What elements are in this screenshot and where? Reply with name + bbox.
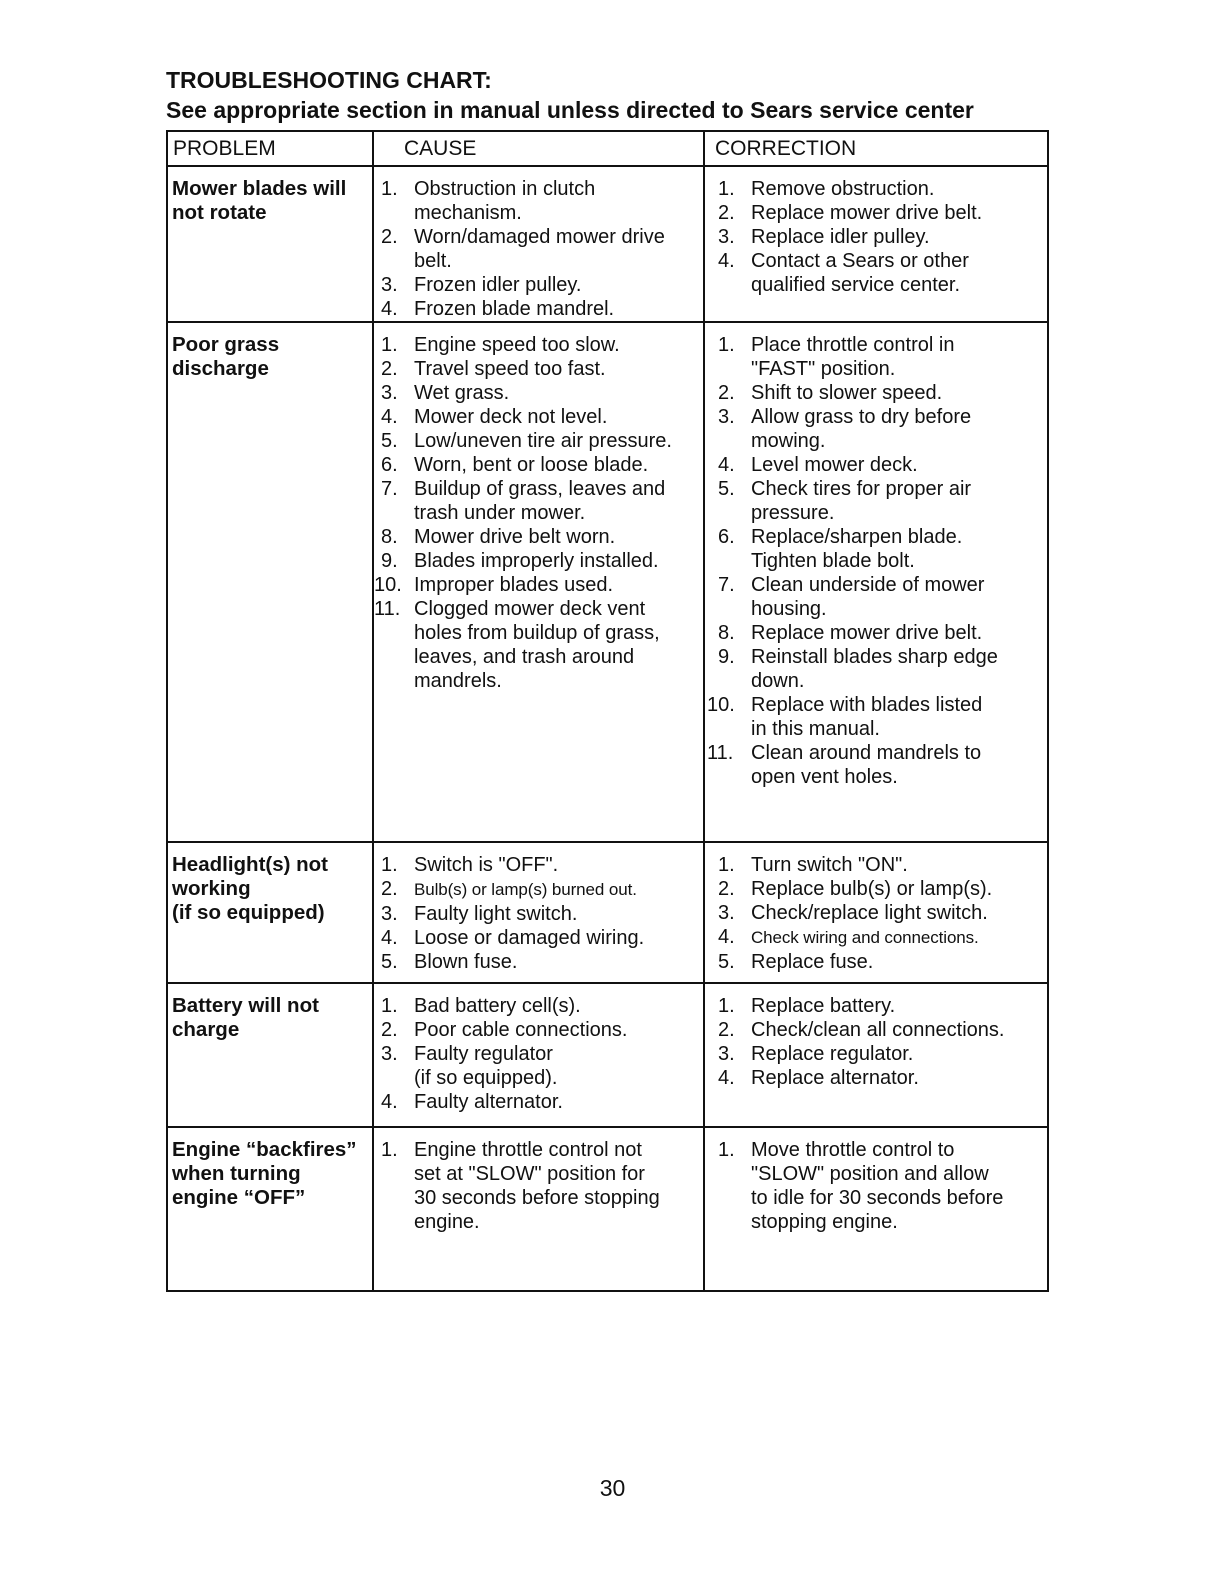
list-item: 11. Clogged mower deck vent holes from buildup of grass, leaves, and trash around mandrels. — [374, 598, 660, 692]
list-item: 6. Replace/sharpen blade. Tighten blade bolt. — [718, 526, 963, 572]
correction-cell — [704, 842, 1048, 983]
list-item: 3. Faulty regulator (if so equipped). — [381, 1043, 558, 1089]
list-item: 9. Blades improperly installed. — [381, 550, 659, 572]
list-item: 11. Clean around mandrels to open vent holes. — [707, 742, 982, 788]
correction-list — [705, 333, 1047, 789]
table-header-row — [167, 131, 1048, 166]
column-header-correction: CORRECTION — [704, 131, 1048, 166]
list-item: 3. Frozen idler pulley. — [381, 274, 582, 296]
troubleshooting-table — [166, 130, 1049, 1292]
problem-label: (if so equipped) — [172, 901, 325, 924]
list-item: 3. Replace regulator. — [718, 1043, 914, 1065]
problem-label: Battery will not — [172, 994, 319, 1017]
list-item: 1. Remove obstruction. — [718, 178, 935, 200]
correction-cell — [704, 166, 1048, 322]
list-item: 5. Replace fuse. — [718, 951, 874, 973]
cause-list — [374, 177, 703, 321]
problem-label: not rotate — [172, 201, 267, 224]
list-item: 1. Place throttle control in "FAST" position. — [718, 334, 955, 380]
problem-cell — [167, 842, 373, 983]
list-item: 2. Shift to slower speed. — [718, 382, 943, 404]
cause-cell — [373, 322, 704, 842]
list-item: 6. Worn, bent or loose blade. — [381, 454, 649, 476]
list-item: 1. Switch is "OFF". — [381, 854, 559, 876]
correction-cell — [704, 322, 1048, 842]
column-header-cause: CAUSE — [373, 131, 704, 166]
correction-list — [705, 853, 1047, 974]
cause-cell — [373, 1127, 704, 1291]
list-item: 3. Check/replace light switch. — [718, 902, 988, 924]
list-item: 4. Replace alternator. — [718, 1067, 919, 1089]
list-item: 1. Replace battery. — [718, 995, 896, 1017]
problem-label: charge — [172, 1018, 240, 1041]
list-item: 2. Bulb(s) or lamp(s) burned out. — [381, 878, 637, 900]
problem-label: Poor grass — [172, 333, 280, 356]
problem-cell — [167, 322, 373, 842]
table-row — [167, 1127, 1048, 1291]
correction-list — [705, 177, 1047, 297]
list-item: 1. Move throttle control to "SLOW" position and allow to idle for 30 seconds before stopping engine. — [718, 1139, 1004, 1233]
list-item: 7. Buildup of grass, leaves and trash under mower. — [381, 478, 666, 524]
page-subtitle: See appropriate section in manual unless directed to Sears service center — [166, 97, 974, 123]
table-row — [167, 166, 1048, 322]
problem-cell — [167, 983, 373, 1127]
list-item: 5. Check tires for proper air pressure. — [718, 478, 972, 524]
list-item: 2. Worn/damaged mower drive belt. — [381, 226, 665, 272]
cause-cell — [373, 983, 704, 1127]
cause-cell — [373, 842, 704, 983]
problem-cell — [167, 1127, 373, 1291]
correction-list — [705, 1138, 1047, 1234]
list-item: 2. Poor cable connections. — [381, 1019, 628, 1041]
list-item: 2. Replace mower drive belt. — [718, 202, 983, 224]
list-item: 3. Faulty light switch. — [381, 903, 578, 925]
list-item: 3. Wet grass. — [381, 382, 510, 404]
list-item: 4. Contact a Sears or other qualified service center. — [718, 250, 969, 296]
list-item: 9. Reinstall blades sharp edge down. — [718, 646, 998, 692]
correction-cell — [704, 983, 1048, 1127]
list-item: 1. Engine throttle control not set at "SLOW" position for 30 seconds before stopping engine. — [381, 1139, 660, 1233]
list-item: 2. Travel speed too fast. — [381, 358, 606, 380]
list-item: 4. Mower deck not level. — [381, 406, 608, 428]
list-item: 4. Level mower deck. — [718, 454, 918, 476]
list-item: 2. Check/clean all connections. — [718, 1019, 1005, 1041]
problem-label: working — [172, 877, 251, 900]
table-row — [167, 983, 1048, 1127]
correction-list — [705, 994, 1047, 1090]
problem-cell — [167, 166, 373, 322]
cause-cell — [373, 166, 704, 322]
list-item: 10. Replace with blades listed in this manual. — [707, 694, 983, 740]
list-item: 3. Allow grass to dry before mowing. — [718, 406, 972, 452]
list-item: 4. Frozen blade mandrel. — [381, 298, 615, 320]
list-item: 8. Mower drive belt worn. — [381, 526, 616, 548]
list-item: 2. Replace bulb(s) or lamp(s). — [718, 878, 993, 900]
list-item: 7. Clean underside of mower housing. — [718, 574, 985, 620]
cause-list — [374, 333, 703, 693]
list-item: 4. Check wiring and connections. — [718, 926, 979, 948]
cause-list — [374, 853, 703, 974]
list-item: 1. Engine speed too slow. — [381, 334, 620, 356]
page-title: TROUBLESHOOTING CHART: — [166, 67, 492, 93]
problem-label: discharge — [172, 357, 269, 380]
table-row — [167, 842, 1048, 983]
list-item: 1. Obstruction in clutch mechanism. — [381, 178, 596, 224]
list-item: 5. Blown fuse. — [381, 951, 518, 973]
list-item: 5. Low/uneven tire air pressure. — [381, 430, 672, 452]
problem-label: Headlight(s) not — [172, 853, 329, 876]
list-item: 8. Replace mower drive belt. — [718, 622, 983, 644]
cause-list — [374, 994, 703, 1114]
list-item: 3. Replace idler pulley. — [718, 226, 930, 248]
page-number: 30 — [599, 1475, 626, 1501]
problem-label: when turning — [172, 1162, 301, 1185]
list-item: 4. Loose or damaged wiring. — [381, 927, 645, 949]
list-item: 1. Bad battery cell(s). — [381, 995, 581, 1017]
cause-list — [374, 1138, 703, 1234]
table-row — [167, 322, 1048, 842]
column-header-problem: PROBLEM — [167, 131, 373, 166]
correction-cell — [704, 1127, 1048, 1291]
list-item: 10. Improper blades used. — [374, 574, 614, 596]
problem-label: Mower blades will — [172, 177, 347, 200]
list-item: 4. Faulty alternator. — [381, 1091, 563, 1113]
problem-label: Engine “backfires” — [172, 1138, 357, 1161]
list-item: 1. Turn switch "ON". — [718, 854, 908, 876]
problem-label: engine “OFF” — [172, 1186, 306, 1209]
